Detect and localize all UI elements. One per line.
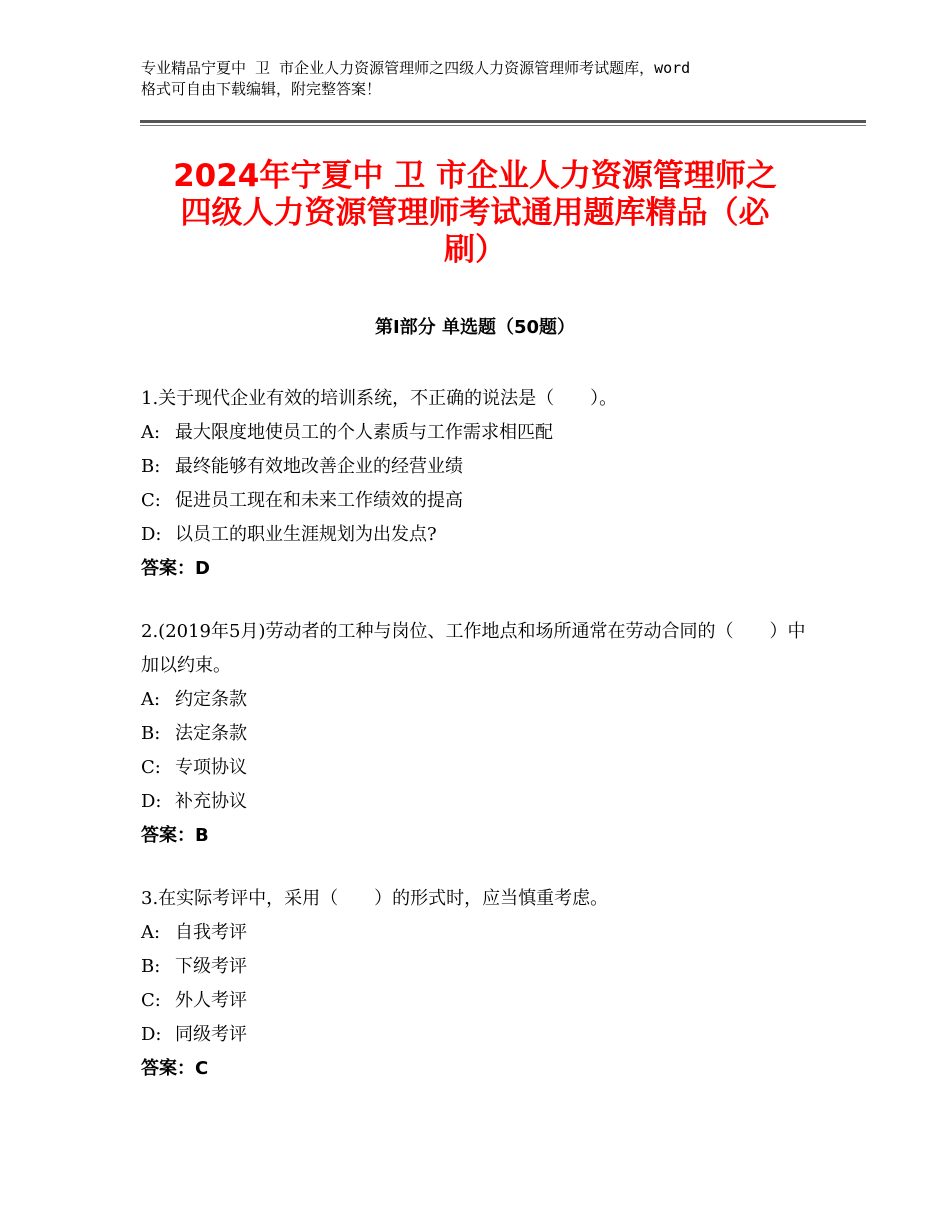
option-text: 以员工的职业生涯规划为出发点? [175,524,437,545]
option-text: 补充协议 [175,791,247,812]
option-text: 专项协议 [175,757,247,778]
option-letter: A: [141,689,161,710]
document-title-line-1: 2024年宁夏中 卫 市企业人力资源管理师之 [173,158,777,194]
option-letter: D: [141,1024,162,1045]
option-a [141,683,821,717]
option-d [141,518,821,552]
question-stem: 3.在实际考评中，采用（ ）的形式时，应当慎重考虑。 [141,888,609,909]
header-divider-thin [140,125,866,126]
option-text: 下级考评 [175,956,247,977]
option-letter: C: [141,490,161,511]
option-letter: A: [141,422,161,443]
option-text: 自我考评 [175,922,247,943]
option-b [141,950,821,984]
option-b [141,717,821,751]
option-letter: C: [141,757,161,778]
section-title: 第Ⅰ部分 单选题（50题） [374,317,575,338]
option-b [141,450,821,484]
option-text: 促进员工现在和未来工作绩效的提高 [175,490,463,511]
question-stem: 1.关于现代企业有效的培训系统，不正确的说法是（ ）。 [141,388,618,409]
option-text: 法定条款 [175,723,247,744]
question-list [141,382,821,1115]
option-text: 约定条款 [175,689,247,710]
question-2 [141,615,821,853]
header-note-line-1: 专业精品宁夏中 卫 市企业人力资源管理师之四级人力资源管理师考试题库，word [141,59,691,77]
answer-label: 答案：D [141,558,210,579]
question-stem: 2.(2019年5月)劳动者的工种与岗位、工作地点和场所通常在劳动合同的（ ）中加以约束。 [141,621,806,676]
option-a [141,416,821,450]
option-letter: A: [141,922,161,943]
document-title-line-2: 四级人力资源管理师考试通用题库精品（必 [180,195,770,231]
option-c [141,751,821,785]
option-letter: B: [141,456,161,477]
header-note [141,58,821,100]
document-title-line-3: 刷） [444,232,506,268]
question-1 [141,382,821,586]
header-divider-thick [140,120,866,123]
option-a [141,916,821,950]
document-title [130,158,820,269]
option-letter: B: [141,956,161,977]
option-text: 外人考评 [175,990,247,1011]
option-letter: D: [141,524,162,545]
option-text: 最终能够有效地改善企业的经营业绩 [175,456,463,477]
answer-label: 答案：B [141,825,209,846]
option-c [141,484,821,518]
answer-label: 答案：C [141,1058,209,1079]
option-d [141,785,821,819]
option-letter: B: [141,723,161,744]
option-letter: C: [141,990,161,1011]
option-text: 最大限度地使员工的个人素质与工作需求相匹配 [175,422,553,443]
option-letter: D: [141,791,162,812]
header-note-line-2: 格式可自由下载编辑，附完整答案！ [141,80,382,98]
option-c [141,984,821,1018]
option-text: 同级考评 [175,1024,247,1045]
option-d [141,1018,821,1052]
question-3 [141,882,821,1086]
